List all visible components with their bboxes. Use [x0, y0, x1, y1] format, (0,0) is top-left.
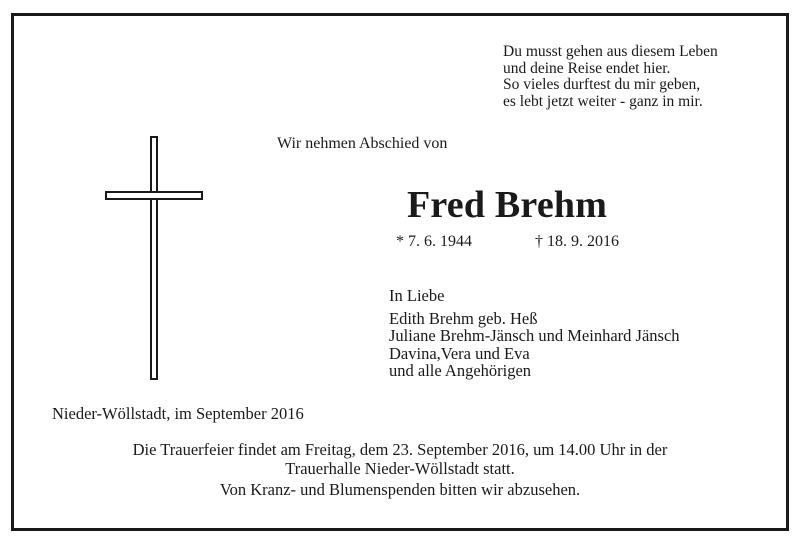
family-heading: In Liebe: [389, 286, 445, 305]
cross-icon: [104, 136, 204, 381]
poem-line: Du musst gehen aus diesem Leben: [503, 43, 718, 60]
family-member: und alle Angehörigen: [389, 361, 532, 381]
deceased-name: Fred Brehm: [407, 184, 608, 226]
poem: [503, 44, 718, 110]
poem-line: es lebt jetzt weiter - ganz in mir.: [503, 92, 703, 110]
poem-line: So vieles durftest du mir geben,: [503, 76, 701, 93]
funeral-notice: [14, 440, 786, 499]
poem-line: und deine Reise endet hier.: [503, 59, 671, 77]
funeral-line: Die Trauerfeier findet am Freitag, dem 23. September 2016, um 14.00 Uhr in der: [132, 440, 668, 459]
family-list: [389, 287, 680, 380]
funeral-line: Trauerhalle Nieder-Wöllstadt statt.: [285, 459, 515, 478]
family-member: Juliane Brehm-Jänsch und Meinhard Jänsch: [389, 326, 680, 346]
death-date: † 18. 9. 2016: [535, 233, 619, 250]
place-date: Nieder-Wöllstadt, im September 2016: [52, 404, 304, 423]
birth-date: * 7. 6. 1944: [396, 233, 472, 250]
family-member: Edith Brehm geb. Heß: [389, 308, 538, 328]
intro-text: Wir nehmen Abschied von: [277, 135, 448, 152]
funeral-line: Von Kranz- und Blumenspenden bitten wir abzusehen.: [219, 480, 581, 499]
family-member: Davina,Vera und Eva: [389, 343, 530, 363]
